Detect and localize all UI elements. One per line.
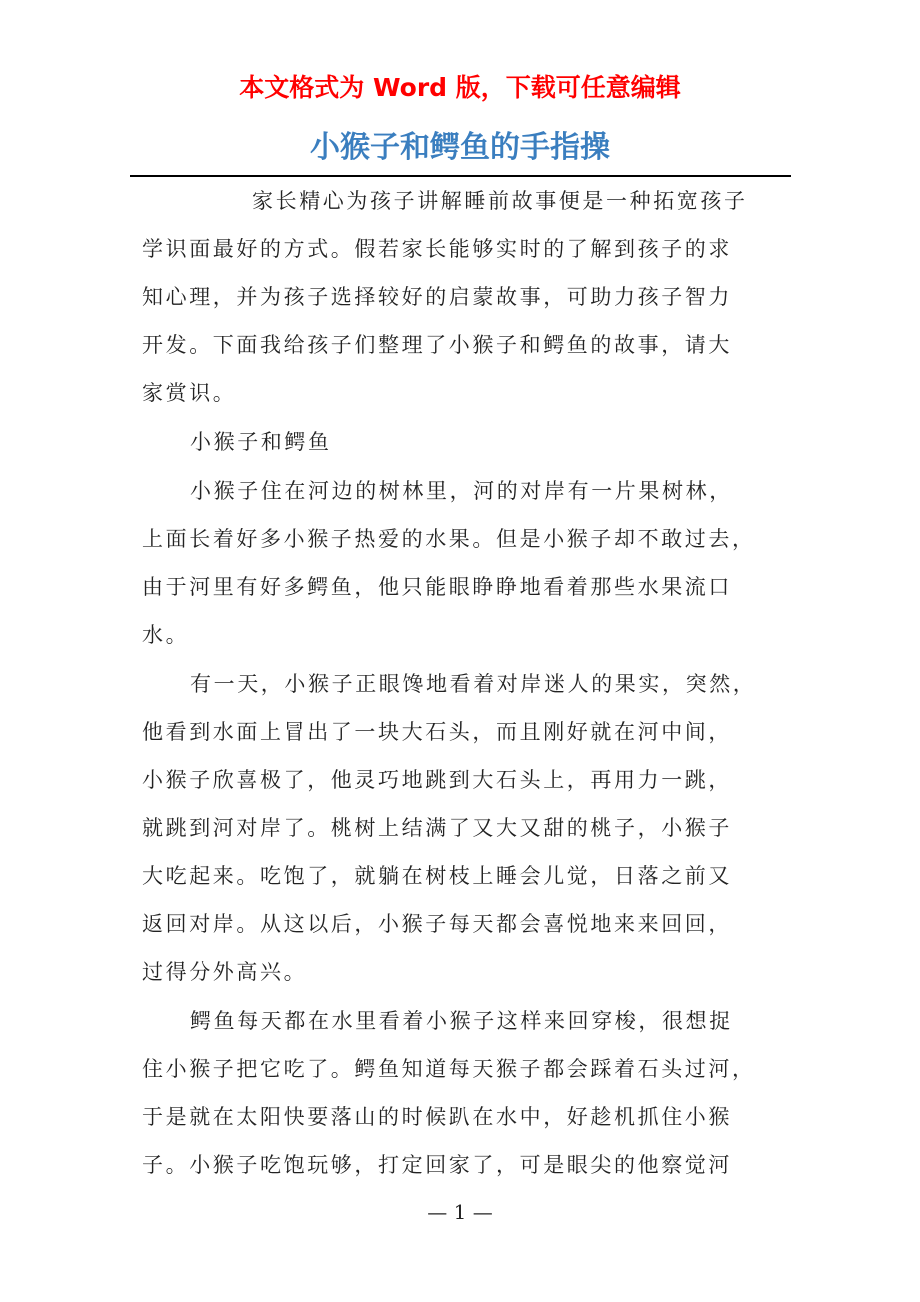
document-body (142, 178, 782, 1191)
page-number: — 1 — (427, 1200, 493, 1224)
paragraph (142, 998, 782, 1190)
text-line: 开发。下面我给孩子们整理了小猴子和鳄鱼的故事，请大 (142, 333, 732, 357)
text-line: 水。 (142, 623, 190, 647)
text-line: 小猴子住在河边的树林里，河的对岸有一片果树林， (190, 479, 733, 503)
title-divider (130, 175, 791, 177)
text-line: 就跳到河对岸了。桃树上结满了又大又甜的桃子，小猴子 (142, 816, 732, 840)
format-notice-banner: 本文格式为 Word 版，下载可任意编辑 (239, 73, 681, 102)
text-line: 他看到水面上冒出了一块大石头，而且刚好就在河中间， (142, 720, 732, 744)
text-line: 小猴子和鳄鱼 (190, 430, 332, 454)
document-title: 小猴子和鳄鱼的手指操 (310, 130, 610, 165)
text-line: 小猴子欣喜极了，他灵巧地跳到大石头上，再用力一跳， (142, 768, 732, 792)
text-line: 住小猴子把它吃了。鳄鱼知道每天猴子都会踩着石头过河， (142, 1057, 756, 1081)
text-line: 返回对岸。从这以后，小猴子每天都会喜悦地来来回回， (142, 912, 732, 936)
text-line: 家长精心为孩子讲解睡前故事便是一种拓宽孩子 (252, 189, 748, 213)
text-line: 上面长着好多小猴子热爱的水果。但是小猴子却不敢过去， (142, 527, 756, 551)
text-line: 大吃起来。吃饱了，就躺在树枝上睡会儿觉，日落之前又 (142, 864, 732, 888)
text-line: 有一天，小猴子正眼馋地看着对岸迷人的果实，突然， (190, 672, 757, 696)
text-line: 于是就在太阳快要落山的时候趴在水中，好趁机抓住小猴 (142, 1105, 732, 1129)
text-line: 子。小猴子吃饱玩够，打定回家了，可是眼尖的他察觉河 (142, 1153, 732, 1177)
text-line: 知心理，并为孩子选择较好的启蒙故事，可助力孩子智力 (142, 285, 732, 309)
story-heading (142, 419, 782, 467)
paragraph (142, 661, 782, 997)
text-line: 过得分外高兴。 (142, 960, 308, 984)
text-line: 鳄鱼每天都在水里看着小猴子这样来回穿梭，很想捉 (190, 1009, 733, 1033)
text-line: 由于河里有好多鳄鱼，他只能眼睁睁地看着那些水果流口 (142, 575, 732, 599)
text-line: 家赏识。 (142, 381, 237, 405)
text-line: 学识面最好的方式。假若家长能够实时的了解到孩子的求 (142, 237, 732, 261)
paragraph-intro (142, 178, 782, 418)
paragraph (142, 468, 782, 660)
